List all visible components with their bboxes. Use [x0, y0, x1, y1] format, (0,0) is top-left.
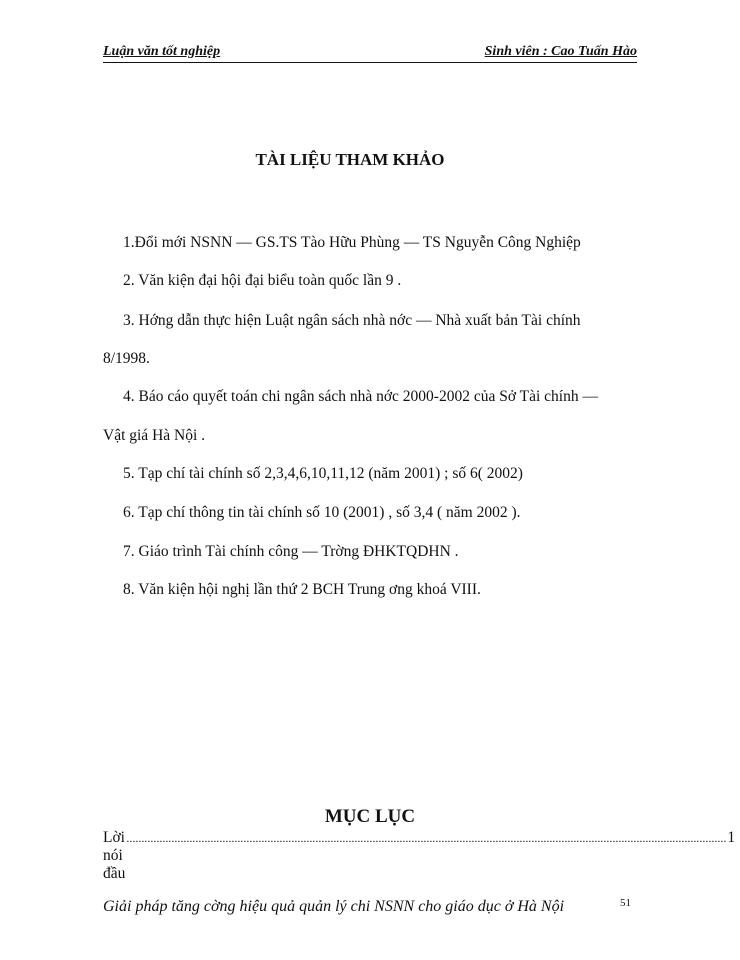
references-title: TÀI LIỆU THAM KHẢO — [255, 150, 445, 169]
reference-item-1: 1.Đổi mới NSNN — GS.TS Tào Hữu Phùng — TS Nguyễn Công Nghiệp — [123, 234, 581, 251]
toc-title: MỤC LỤC — [324, 806, 416, 827]
toc-entry-label: Lời nói đầu — [103, 829, 126, 882]
toc-leader-dots: ........................................................................................................................................................................................................ — [126, 831, 727, 845]
reference-item-5: 5. Tạp chí tài chính số 2,3,4,6,10,11,12 (năm 2001) ; số 6( 2002) — [123, 465, 523, 482]
reference-item-8: 8. Văn kiện hội nghị lần thứ 2 BCH Trung ơng khoá VIII. — [123, 581, 481, 598]
reference-item-7: 7. Giáo trình Tài chính công — Trờng ĐHKTQDHN . — [123, 543, 459, 560]
reference-item-2: 2. Văn kiện đại hội đại biểu toàn quốc lần 9 . — [123, 272, 402, 289]
reference-item-6: 6. Tạp chí thông tin tài chính số 10 (2001) , số 3,4 ( năm 2002 ). — [123, 504, 521, 521]
reference-item-4-continued: Vật giá Hà Nội . — [103, 427, 206, 444]
toc-entry-page: 1 — [727, 829, 736, 846]
reference-item-4: 4. Báo cáo quyết toán chi ngân sách nhà nớc 2000-2002 của Sở Tài chính — — [123, 388, 598, 405]
page-number: 51 — [620, 897, 631, 909]
reference-item-3: 3. Hớng dẫn thực hiện Luật ngân sách nhà nớc — Nhà xuất bản Tài chính — [123, 312, 581, 329]
reference-item-3-continued: 8/1998. — [103, 350, 150, 367]
page-footer: Giải pháp tăng cờng hiệu quả quản lý chi NSNN cho giáo dục ở Hà Nội — [103, 898, 565, 915]
header-student-name: Sinh viên : Cao Tuấn Hào — [484, 44, 637, 59]
page-header — [103, 40, 637, 63]
toc-entry[interactable] — [103, 829, 736, 883]
header-thesis-label: Luận văn tốt nghiệp — [103, 44, 221, 59]
